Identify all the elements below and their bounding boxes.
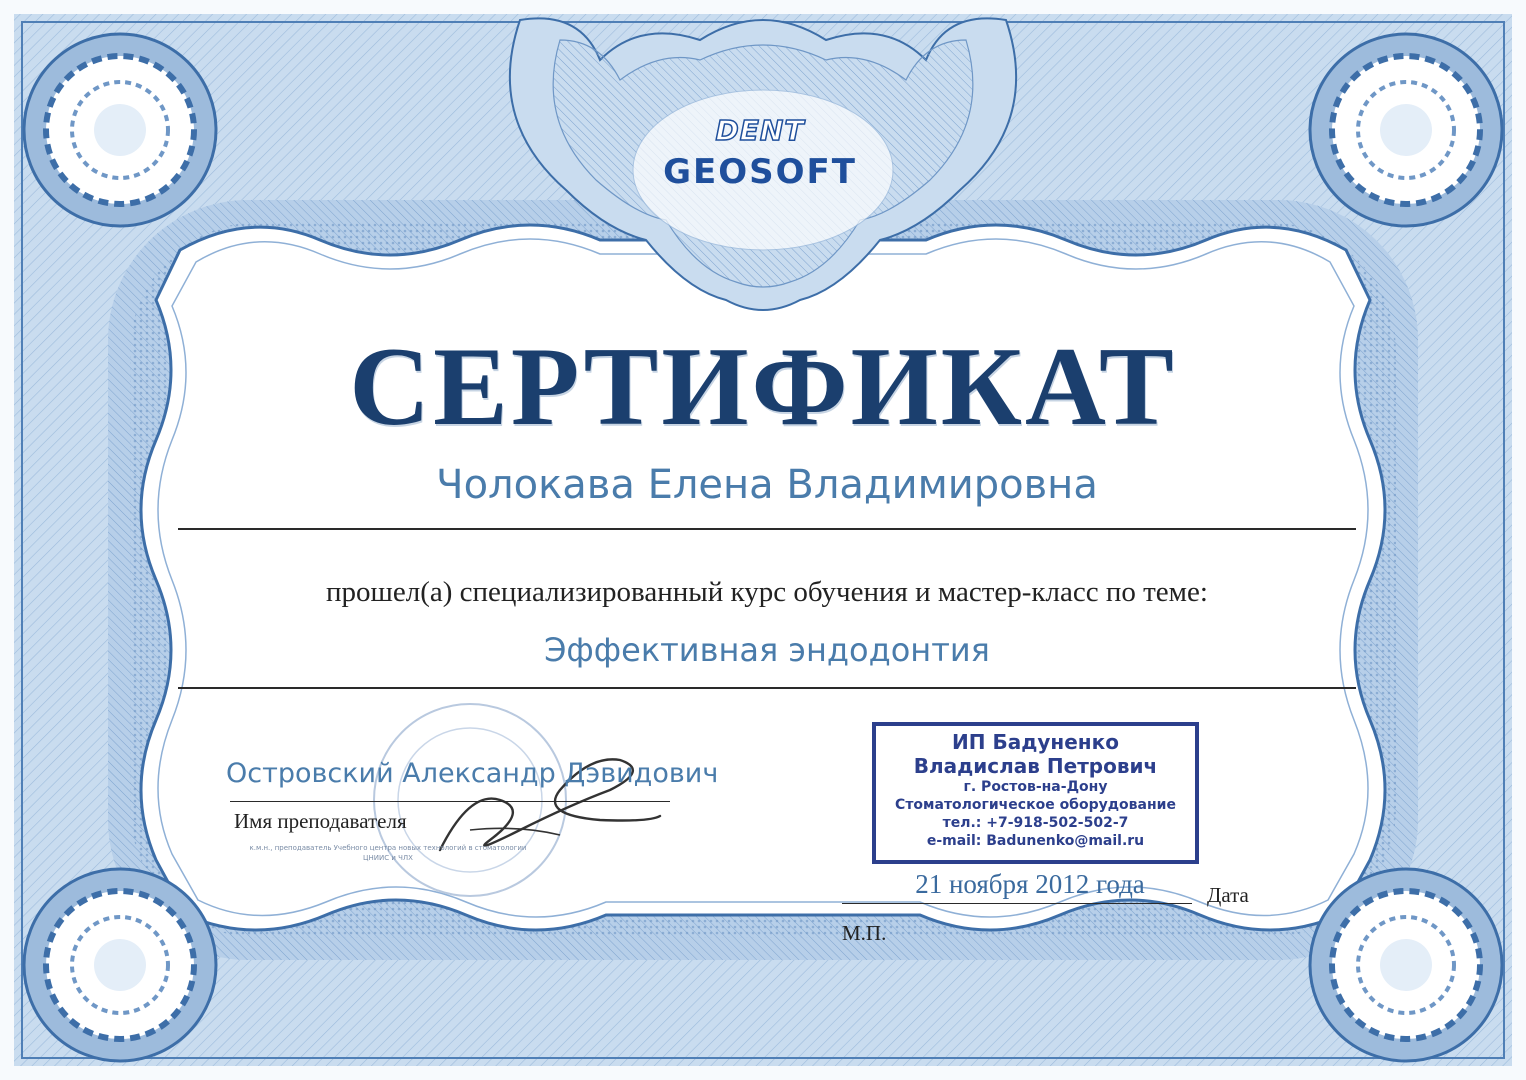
course-name: Эффективная эндодонтия	[544, 631, 990, 669]
rosette-top-left	[24, 34, 216, 226]
teacher-role: к.м.н., преподаватель Учебного центра новых технологий в стоматологии ЦНИИС и ЧЛХ	[249, 844, 527, 862]
stamp-line-1: ИП Бадуненко	[952, 730, 1119, 754]
teacher-name: Островский Александр Дэвидович	[226, 758, 719, 789]
rosette-bottom-left	[24, 869, 216, 1061]
teacher-underline	[230, 801, 670, 802]
course-statement: прошел(а) специализированный курс обучения и мастер-класс по теме:	[326, 576, 1208, 608]
teacher-caption: Имя преподавателя	[234, 809, 407, 833]
date-caption: Дата	[1207, 883, 1249, 907]
course-underline	[178, 687, 1356, 689]
stamp-line-2: Владислав Петрович	[913, 754, 1158, 778]
certificate-title: СЕРТИФИКАТ	[349, 325, 1177, 449]
company-stamp	[872, 722, 1199, 864]
recipient-name: Чолокава Елена Владимировна	[436, 462, 1098, 508]
stamp-line-4: Стоматологическое оборудование	[895, 797, 1176, 813]
stamp-line-6: e-mail: Badunenko@mail.ru	[926, 833, 1145, 849]
rosette-bottom-right	[1310, 869, 1502, 1061]
rosette-top-right	[1310, 34, 1502, 226]
stamp-line-3: г. Ростов-на-Дону	[963, 779, 1108, 795]
stamp-line-5: тел.: +7-918-502-502-7	[942, 815, 1129, 831]
date-value: 21 ноября 2012 года	[915, 869, 1145, 899]
seal-caption: М.П.	[842, 921, 887, 945]
date-underline	[842, 903, 1192, 904]
logo-dent-text: DENT	[715, 114, 805, 147]
logo-geosoft-text: GEOSOFT	[663, 152, 857, 192]
recipient-underline	[178, 528, 1356, 530]
